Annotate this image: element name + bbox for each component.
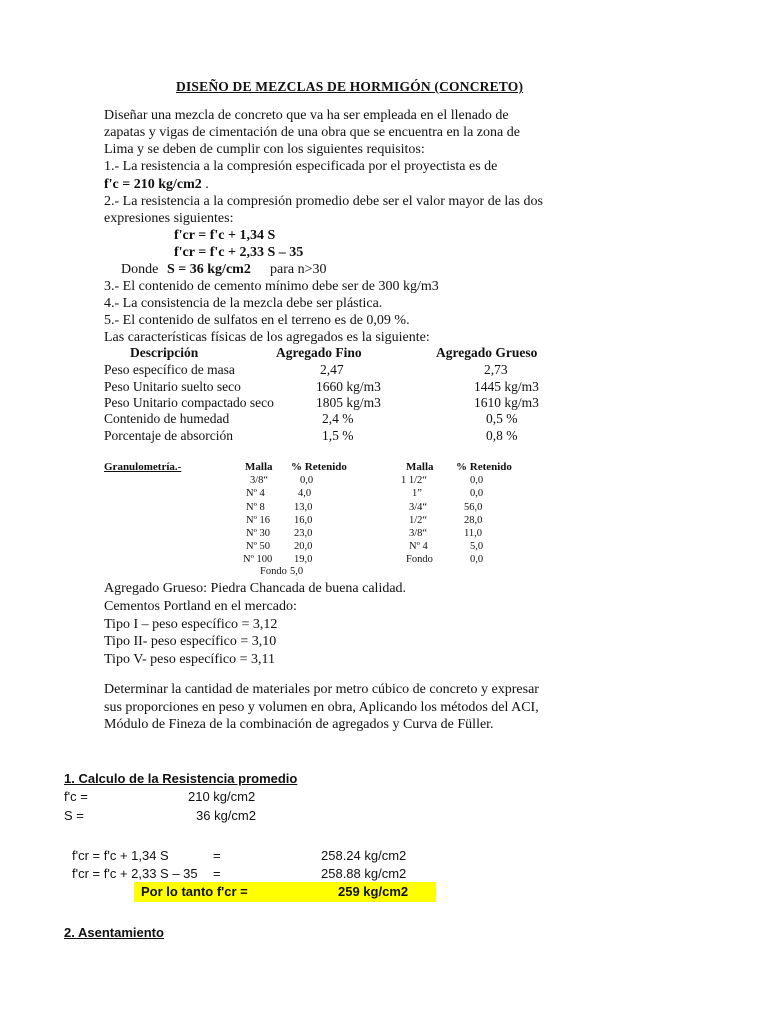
cell-description: Peso específico de masa xyxy=(104,362,235,377)
header-retenido-fino: % Retenido xyxy=(291,461,347,473)
donde-value: S = 36 kg/cm2 xyxy=(167,262,251,277)
fc-value: f'c = 210 kg/cm2 xyxy=(104,177,202,192)
info-line: Tipo V- peso específico = 3,11 xyxy=(104,652,275,668)
grueso-malla: 1” xyxy=(412,488,422,499)
grueso-malla: 3/8“ xyxy=(409,528,428,539)
intro-line: Lima y se deben de cumplir con los siguientes requisitos: xyxy=(104,142,425,158)
grueso-malla: 1/2“ xyxy=(409,515,428,526)
task-line: Módulo de Fineza de la combinación de agregados y Curva de Füller. xyxy=(104,717,494,732)
eq1-equals: = xyxy=(213,848,221,863)
eq2-equals: = xyxy=(213,866,221,881)
fino-malla: 3/8“ xyxy=(250,475,269,486)
cell-fino: 1,5 % xyxy=(322,428,354,443)
fino-retenido: 20,0 xyxy=(294,541,313,552)
requirement-1-value xyxy=(104,176,209,193)
formula-1: f'cr = f'c + 1,34 S xyxy=(174,228,276,243)
fino-retenido: 0,0 xyxy=(300,475,314,486)
info-line: Agregado Grueso: Piedra Chancada de buena calidad. xyxy=(104,581,407,596)
info-line: Tipo II- peso específico = 3,10 xyxy=(104,634,277,650)
cell-description: Contenido de humedad xyxy=(104,411,230,426)
requirement-1: 1.- La resistencia a la compresión especificada por el proyectista es de xyxy=(104,159,498,174)
grueso-retenido: 5,0 xyxy=(470,541,484,552)
fino-malla: Nº 8 xyxy=(246,502,265,513)
fino-malla: Nº 30 xyxy=(246,528,270,539)
eq1-value: 258.24 kg/cm2 xyxy=(321,848,407,863)
donde-label: Donde xyxy=(121,262,159,277)
section-2-heading: 2. Asentamiento xyxy=(64,925,164,940)
s-label: S = xyxy=(64,808,84,823)
cell-fino: 1660 kg/m3 xyxy=(316,379,381,394)
properties-intro: Las características físicas de los agregados es la siguiente: xyxy=(104,330,430,345)
info-line: Tipo I – peso específico = 3,12 xyxy=(104,616,278,632)
cell-grueso: 1610 kg/m3 xyxy=(474,395,539,410)
fino-malla: Nº 16 xyxy=(246,515,270,526)
grueso-retenido: 11,0 xyxy=(464,528,482,539)
requirement-5: 5.- El contenido de sulfatos en el terreno es de 0,09 %. xyxy=(104,313,410,328)
cell-fino: 2,4 % xyxy=(322,411,354,426)
task-line: sus proporciones en peso y volumen en obra, Aplicando los métodos del ACI, xyxy=(104,699,539,715)
header-agregado-grueso: Agregado Grueso xyxy=(436,345,538,360)
cell-grueso: 1445 kg/m3 xyxy=(474,379,539,394)
requirement-2-line2: expresiones siguientes: xyxy=(104,211,234,226)
grueso-retenido: 28,0 xyxy=(464,515,483,526)
grueso-malla: 3/4“ xyxy=(409,502,428,513)
fino-malla: Nº 50 xyxy=(246,541,270,552)
cell-grueso: 0,5 % xyxy=(486,411,518,426)
intro-paragraph xyxy=(104,107,520,159)
requirement-3: 3.- El contenido de cemento mínimo debe ser de 300 kg/m3 xyxy=(104,279,439,294)
grueso-malla: Fondo xyxy=(406,554,433,565)
fino-malla: Nº 4 xyxy=(246,488,265,499)
requirement-4: 4.- La consistencia de la mezcla debe ser plástica. xyxy=(104,296,383,311)
header-descripcion: Descripción xyxy=(130,345,199,360)
table-row xyxy=(104,395,664,412)
eq2-value: 258.88 kg/cm2 xyxy=(321,866,407,881)
fc-label: f'c = xyxy=(64,789,88,804)
eq1-label: f'cr = f'c + 1,34 S xyxy=(72,848,169,863)
fino-malla: Nº 100 xyxy=(243,554,273,565)
fino-retenido: 16,0 xyxy=(294,515,313,526)
result-label: Por lo tanto f'cr = xyxy=(141,884,248,899)
granulometry-label: Granulometría.- xyxy=(104,461,182,473)
section-1-heading: 1. Calculo de la Resistencia promedio xyxy=(64,771,298,786)
fino-retenido: 19,0 xyxy=(294,554,313,565)
aggregate-cement-info xyxy=(104,580,406,669)
cell-description: Porcentaje de absorción xyxy=(104,428,233,443)
grueso-malla: Nº 4 xyxy=(409,541,428,552)
document-title: DISEÑO DE MEZCLAS DE HORMIGÓN (CONCRETO) xyxy=(176,79,524,94)
info-line: Cementos Portland en el mercado: xyxy=(104,598,297,614)
header-malla-fino: Malla xyxy=(245,461,273,473)
intro-line: zapatas y vigas de cimentación de una obra que se encuentra en la zona de xyxy=(104,125,520,141)
table-row xyxy=(104,379,664,396)
intro-line: Diseñar una mezcla de concreto que va ha ser empleada en el llenado de xyxy=(104,108,509,123)
donde-condition: para n>30 xyxy=(270,262,327,277)
fino-retenido: 13,0 xyxy=(294,502,313,513)
formula-2: f'cr = f'c + 2,33 S – 35 xyxy=(174,245,304,260)
requirement-2-line1: 2.- La resistencia a la compresión promedio debe ser el valor mayor de las dos xyxy=(104,194,543,209)
fc-result: 210 kg/cm2 xyxy=(188,789,256,804)
grueso-malla: 1 1/2“ xyxy=(401,475,427,486)
header-agregado-fino: Agregado Fino xyxy=(276,345,362,360)
fino-retenido: 23,0 xyxy=(294,528,313,539)
grueso-retenido: 56,0 xyxy=(464,502,483,513)
properties-header-row xyxy=(104,345,664,362)
cell-fino: 1805 kg/m3 xyxy=(316,395,381,410)
grueso-retenido: 0,0 xyxy=(470,554,484,565)
eq2-label: f'cr = f'c + 2,33 S – 35 xyxy=(72,866,198,881)
fino-retenido: 4,0 xyxy=(298,488,312,499)
s-result: 36 kg/cm2 xyxy=(196,808,256,823)
task-paragraph xyxy=(104,681,539,734)
cell-fino: 2,47 xyxy=(320,362,344,377)
header-malla-grueso: Malla xyxy=(406,461,434,473)
task-line: Determinar la cantidad de materiales por metro cúbico de concreto y expresar xyxy=(104,682,539,697)
cell-grueso: 2,73 xyxy=(484,362,508,377)
result-value: 259 kg/cm2 xyxy=(338,884,409,899)
table-row xyxy=(104,428,664,445)
cell-grueso: 0,8 % xyxy=(486,428,518,443)
fino-malla: Fondo xyxy=(260,566,287,577)
fino-retenido: 5,0 xyxy=(290,566,304,577)
fc-tail: . xyxy=(201,177,209,192)
cell-description: Peso Unitario compactado seco xyxy=(104,395,274,410)
table-row xyxy=(104,411,664,428)
grueso-retenido: 0,0 xyxy=(470,475,484,486)
cell-description: Peso Unitario suelto seco xyxy=(104,379,241,394)
grueso-retenido: 0,0 xyxy=(470,488,484,499)
table-row xyxy=(104,362,664,379)
header-retenido-grueso: % Retenido xyxy=(456,461,512,473)
